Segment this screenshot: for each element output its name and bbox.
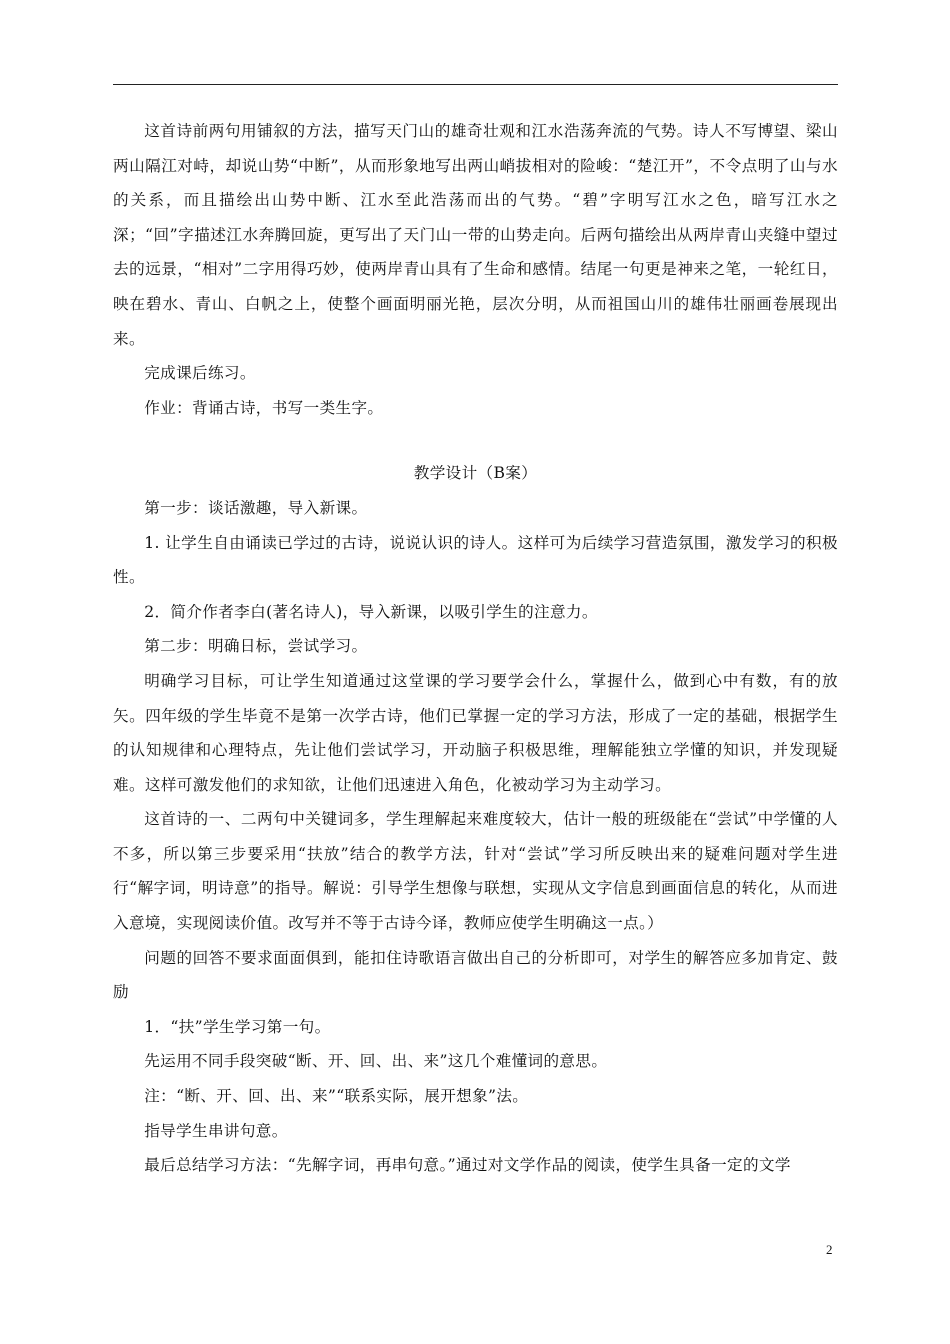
body-paragraph: 这首诗前两句用铺叙的方法，描写天门山的雄奇壮观和江水浩荡奔流的气势。诗人不写博望、梁山两山隔江对峙，却说山势“中断”，从而形象地写出两山峭拔相对的险峻：“楚江开”，不令点明了山与水的关系，而且描绘出山势中断、江水至此浩荡而出的气势。“碧”字明写江水之色，暗写江水之深；“回”字描述江水奔腾回旋，更写出了天门山一带的山势走向。后两句描绘出从两岸青山夹缝中望过去的远景，“相对”二字用得巧妙，使两岸青山具有了生命和感情。结尾一句更是神来之笔，一轮红日，映在碧水、青山、白帆之上，使整个画面明丽光艳，层次分明，从而祖国山川的雄伟壮丽画卷展现出来。 [113,122,838,348]
body-paragraph: 注：“断、开、回、出、来”“联系实际，展开想象”法。 [144,1087,529,1106]
body-paragraph: 指导学生串讲句意。 [144,1121,288,1140]
body-paragraph: 作业：背诵古诗，书写一类生字。 [144,398,384,417]
body-paragraph: 问题的回答不要求面面俱到，能扣住诗歌语言做出自己的分析即可，对学生的解答应多加肯定、鼓励 [113,948,838,1002]
header-rule [113,84,838,85]
body-paragraph: 1. 让学生自由诵读已学过的古诗，说说认识的诗人。这样可为后续学习营造氛围，激发学习的积极性。 [113,533,838,587]
body-paragraph: 第二步：明确日标，尝试学习。 [144,637,368,656]
section-title: 教学设计（B案） [413,464,538,483]
page-number: 2 [826,1242,833,1257]
body-paragraph: 1．“扶”学生学习第一句。 [144,1017,331,1036]
body-paragraph: 明确学习目标，可让学生知道通过这堂课的学习要学会什么，掌握什么，做到心中有数，有的放矢。四年级的学生毕竟不是第一次学古诗，他们已掌握一定的学习方法，形成了一定的基础，根据学生的认知规律和心理特点，先让他们尝试学习，开动脑子积极思维，理解能独立学懂的知识，并发现疑难。这样可激发他们的求知欲，让他们迅速进入角色，化被动学习为主动学习。 [113,671,838,794]
body-paragraph: 完成课后练习。 [144,364,256,383]
body-paragraph: 2．简介作者李白(著名诗人)，导入新课，以吸引学生的注意力。 [144,602,598,621]
page-body [113,114,838,1183]
body-paragraph: 先运用不同手段突破“断、开、回、出、来”这几个难懂词的意思。 [144,1052,608,1071]
body-paragraph: 最后总结学习方法：“先解字词，再串句意。”通过对文学作品的阅读，使学生具备一定的文学 [144,1156,791,1175]
section-spacer [113,425,838,456]
body-paragraph: 这首诗的一、二两句中关键词多，学生理解起来难度较大，估计一般的班级能在“尝试”中学懂的人不多，所以第三步要采用“扶放”结合的教学方法，针对“尝试”学习所反映出来的疑难问题对学生进行“解字词，明诗意”的指导。解说：引导学生想像与联想，实现从文字信息到画面信息的转化，从而进入意境，实现阅读价值。改写并不等于古诗今译，教师应使学生明确这一点。） [113,810,838,933]
body-paragraph: 第一步：谈话激趣，导入新课。 [144,498,368,517]
